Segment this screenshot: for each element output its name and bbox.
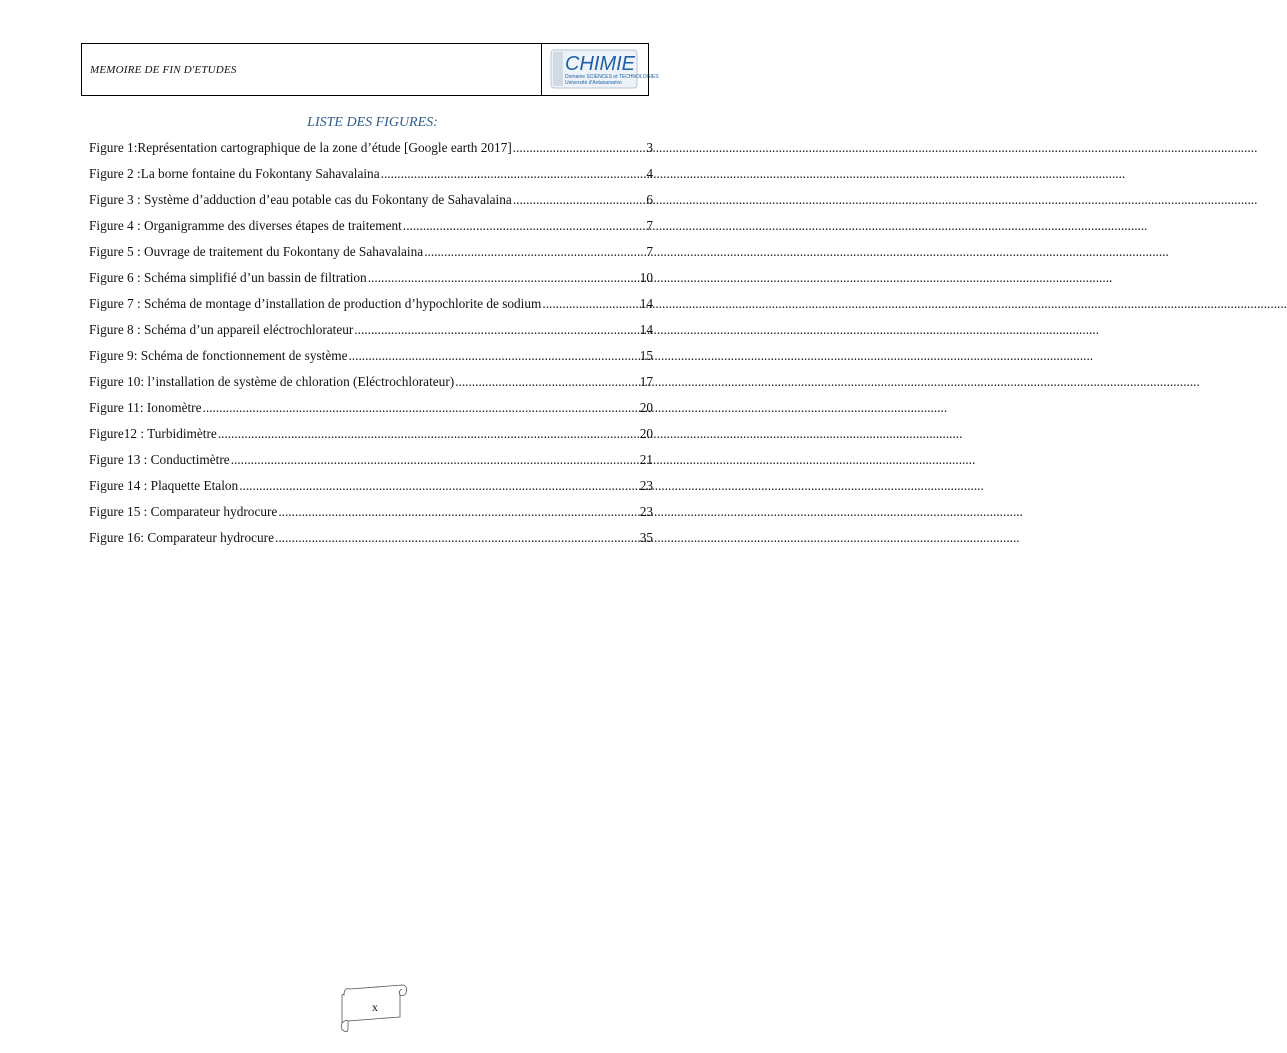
dot-leader: [542, 296, 638, 312]
figure-label: Figure 16: Comparateur hydrocure: [89, 530, 274, 545]
figure-page-number: 15: [639, 348, 653, 363]
figure-label: Figure 4 : Organigramme des diverses étapes de traitement: [89, 218, 402, 233]
figure-entry[interactable]: [89, 166, 653, 192]
figure-page-number: 17: [639, 374, 653, 389]
page-number-scroll: [338, 983, 408, 1033]
figure-page-number: 4: [646, 166, 653, 181]
chimie-logo: [542, 44, 659, 95]
figure-page-number: 6: [646, 192, 653, 207]
dot-leader: [455, 374, 639, 390]
page-header: [81, 43, 659, 96]
figure-page-number: 14: [639, 296, 653, 311]
figure-label: Figure 9: Schéma de fonctionnement de système: [89, 348, 348, 363]
figure-entry[interactable]: [89, 452, 653, 478]
figure-page-number: 20: [639, 400, 653, 415]
figure-page-number: 14: [639, 322, 653, 337]
dot-leader: [278, 504, 638, 520]
figure-page-number: 23: [639, 478, 653, 493]
figure-label: Figure 1:Représentation cartographique de la zone d’étude [Google earth 2017]: [89, 140, 512, 155]
figure-label: Figure 2 :La borne fontaine du Fokontany Sahavalaina: [89, 166, 380, 181]
dot-leader: [513, 140, 646, 156]
figure-entry[interactable]: [89, 478, 653, 504]
figure-label: Figure 6 : Schéma simplifié d’un bassin de filtration: [89, 270, 367, 285]
figure-label: Figure 10: l’installation de système de chloration (Eléctrochlorateur): [89, 374, 455, 389]
figure-entry[interactable]: [89, 374, 653, 400]
dot-leader: [513, 192, 646, 208]
figure-page-number: 3: [646, 140, 653, 155]
list-title: LISTE DES FIGURES:: [307, 115, 438, 130]
figure-label: Figure 14 : Plaquette Etalon: [89, 478, 239, 493]
figure-page-number: 10: [639, 270, 653, 285]
figure-entry[interactable]: [89, 348, 653, 374]
figure-page-number: 20: [639, 426, 653, 441]
figure-entry[interactable]: [89, 530, 653, 556]
figure-page-number: 23: [639, 504, 653, 519]
figure-entry[interactable]: [89, 426, 653, 452]
dot-leader: [231, 452, 639, 468]
figure-entry[interactable]: [89, 296, 653, 322]
header-title: MEMOIRE DE FIN D'ETUDES: [82, 44, 542, 95]
figure-label: Figure 11: Ionomètre: [89, 400, 202, 415]
dot-leader: [218, 426, 639, 442]
figure-entry[interactable]: [89, 504, 653, 530]
figure-label: Figure 13 : Conductimètre: [89, 452, 230, 467]
dot-leader: [381, 166, 646, 182]
figure-page-number: 35: [639, 530, 653, 545]
figure-label: Figure12 : Turbidimètre: [89, 426, 217, 441]
figure-entry[interactable]: [89, 192, 653, 218]
figure-entry[interactable]: [89, 322, 653, 348]
figure-label: Figure 7 : Schéma de montage d’installation de production d’hypochlorite de sodium: [89, 296, 542, 311]
figure-label: Figure 5 : Ouvrage de traitement du Fokontany de Sahavalaina: [89, 244, 424, 259]
figures-list: [89, 140, 653, 556]
figure-page-number: 7: [646, 244, 653, 259]
logo-text: CHIMIE: [565, 52, 635, 75]
dot-leader: [275, 530, 639, 546]
figure-entry[interactable]: [89, 400, 653, 426]
figure-label: Figure 3 : Système d’adduction d’eau potable cas du Fokontany de Sahavalaina: [89, 192, 512, 207]
figure-label: Figure 8 : Schéma d’un appareil eléctrochlorateur: [89, 322, 354, 337]
dot-leader: [239, 478, 639, 494]
logo-subtext-2: Université d'Antananarivo: [565, 79, 622, 86]
figure-entry[interactable]: [89, 140, 653, 166]
figure-entry[interactable]: [89, 218, 653, 244]
figure-entry[interactable]: [89, 270, 653, 296]
dot-leader: [348, 348, 638, 364]
page-number: x: [372, 1000, 378, 1014]
dot-leader: [403, 218, 645, 234]
logo-subtext: Domaine SCIENCES et TECHNOLOGIES: [565, 73, 659, 80]
figure-page-number: 21: [639, 452, 653, 467]
dot-leader: [368, 270, 639, 286]
dot-leader: [424, 244, 645, 260]
figure-page-number: 7: [646, 218, 653, 233]
figure-label: Figure 15 : Comparateur hydrocure: [89, 504, 278, 519]
dot-leader: [354, 322, 638, 338]
figure-entry[interactable]: [89, 244, 653, 270]
dot-leader: [203, 400, 639, 416]
